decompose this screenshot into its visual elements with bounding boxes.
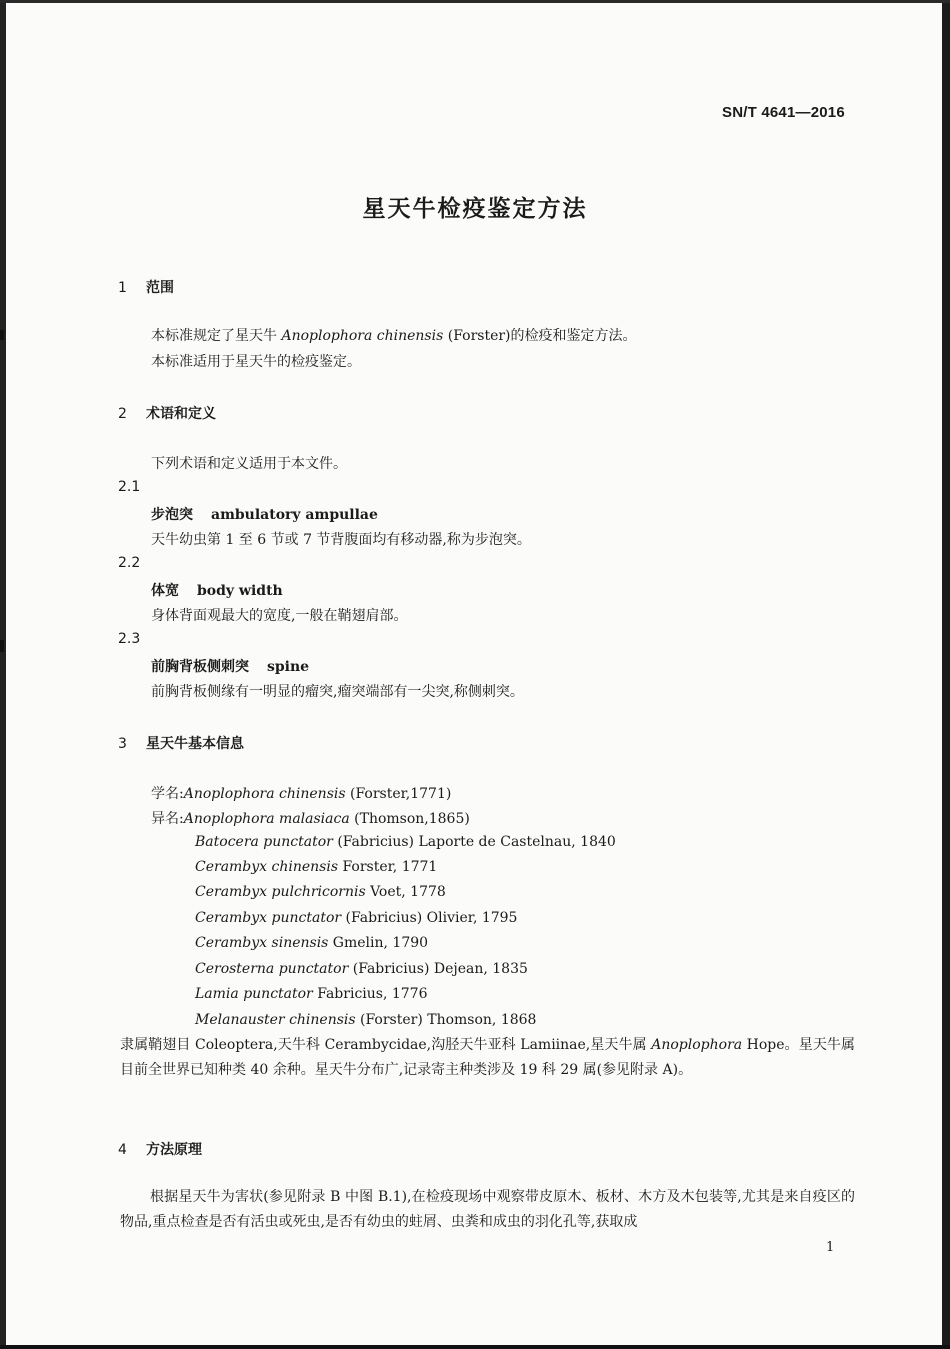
section-number: 4: [118, 1142, 127, 1158]
term-number: 2.3: [118, 631, 141, 647]
author: Gmelin, 1790: [328, 935, 429, 951]
scientific-name-line: [151, 783, 451, 803]
author: Voet, 1778: [365, 884, 446, 900]
scan-edge-top: [0, 0, 950, 3]
text: (Forster)的检疫和鉴定方法。: [443, 328, 637, 344]
genus-name: Anoplophora: [651, 1037, 743, 1053]
synonym-line: [151, 808, 470, 828]
section-title: 范围: [146, 280, 175, 296]
scope-paragraph-1: [151, 325, 637, 345]
standard-code: SN/T 4641—2016: [722, 104, 845, 121]
author: Fabricius, 1776: [312, 986, 428, 1002]
term-en: ambulatory ampullae: [211, 507, 378, 523]
text: Hope。星天牛属目前全世界已知种类 40 余种。星天牛分布广,记录寄主种类涉及 19 科 29 属(参见附录 A)。: [120, 1037, 855, 1078]
section-number: 3: [118, 736, 127, 752]
author: Forster, 1771: [338, 859, 438, 875]
label: 异名:: [151, 811, 184, 827]
section-number: 1: [118, 280, 127, 296]
text: 本标准规定了星天牛: [151, 328, 282, 344]
method-paragraph: 根据星天牛为害状(参见附录 B 中图 B.1),在检疫现场中观察带皮原木、板材、木方及木包装等,尤其是来自疫区的物品,重点检查是否有活虫或死虫,是否有幼虫的蛀屑、虫粪和成虫的羽化孔等,获取成: [120, 1189, 855, 1230]
scan-mark: [0, 330, 4, 340]
author: (Forster) Thomson, 1868: [355, 1012, 537, 1028]
page-title: 星天牛检疫鉴定方法: [362, 196, 588, 222]
term-definition: 身体背面观最大的宽度,一般在鞘翅肩部。: [151, 608, 408, 624]
text: 隶属鞘翅目 Coleoptera,天牛科 Cerambycidae,沟胫天牛亚科 Lamiinae,星天牛属: [120, 1037, 652, 1053]
author: (Fabricius) Olivier, 1795: [341, 910, 518, 926]
section-number: 2: [118, 406, 127, 422]
term-number: 2.1: [118, 479, 141, 495]
section-3-heading: [118, 733, 244, 753]
synonym-name: Cerosterna punctator: [195, 961, 349, 977]
synonym-name: Melanauster chinensis: [195, 1012, 356, 1028]
synonym-item: [195, 986, 428, 1002]
scope-paragraph-2: 本标准适用于星天牛的检疫鉴定。: [151, 354, 361, 370]
scientific-name: Anoplophora chinensis: [281, 328, 444, 344]
term-heading: [151, 580, 283, 600]
synonym-item: [195, 935, 428, 951]
scan-mark: [0, 640, 4, 652]
page-number: 1: [826, 1240, 835, 1255]
synonym-item: [195, 1012, 536, 1028]
synonym-name: Cerambyx pulchricornis: [195, 884, 366, 900]
section-2-heading: [118, 403, 216, 423]
section-4-heading: [118, 1139, 202, 1159]
synonym-name: Cerambyx chinensis: [195, 859, 339, 875]
synonym-item: [195, 884, 446, 900]
synonym-item: [195, 961, 528, 977]
term-definition: 前胸背板侧缘有一明显的瘤突,瘤突端部有一尖突,称侧刺突。: [151, 684, 524, 700]
term-zh: 前胸背板侧刺突: [151, 659, 249, 675]
term-number: 2.2: [118, 555, 141, 571]
terms-intro: 下列术语和定义适用于本文件。: [151, 456, 347, 472]
section-1-heading: [118, 277, 174, 297]
label: 学名:: [151, 786, 184, 802]
author: (Forster,1771): [345, 786, 452, 802]
term-definition: 天牛幼虫第 1 至 6 节或 7 节背腹面均有移动器,称为步泡突。: [151, 532, 531, 548]
section-title: 术语和定义: [146, 406, 217, 422]
synonym-item: [195, 834, 616, 850]
scan-edge-bottom: [0, 1345, 950, 1349]
synonym-name: Cerambyx punctator: [195, 910, 342, 926]
author: (Fabricius) Laporte de Castelnau, 1840: [332, 834, 616, 850]
synonym-name: Lamia punctator: [195, 986, 313, 1002]
author: (Fabricius) Dejean, 1835: [348, 961, 528, 977]
term-heading: [151, 656, 309, 676]
section-title: 方法原理: [146, 1142, 203, 1158]
synonym-name: Batocera punctator: [195, 834, 333, 850]
term-zh: 体宽: [151, 583, 179, 599]
synonym-name: Anoplophora malasiaca: [183, 811, 350, 827]
scientific-name: Anoplophora chinensis: [183, 786, 346, 802]
term-heading: [151, 504, 378, 524]
term-zh: 步泡突: [151, 507, 193, 523]
synonym-item: [195, 859, 437, 875]
term-en: body width: [197, 583, 283, 599]
section-title: 星天牛基本信息: [146, 736, 245, 752]
term-en: spine: [267, 659, 310, 675]
synonym-name: Cerambyx sinensis: [195, 935, 329, 951]
synonym-item: [195, 910, 517, 926]
taxonomy-paragraph: [120, 1033, 855, 1083]
author: (Thomson,1865): [349, 811, 470, 827]
